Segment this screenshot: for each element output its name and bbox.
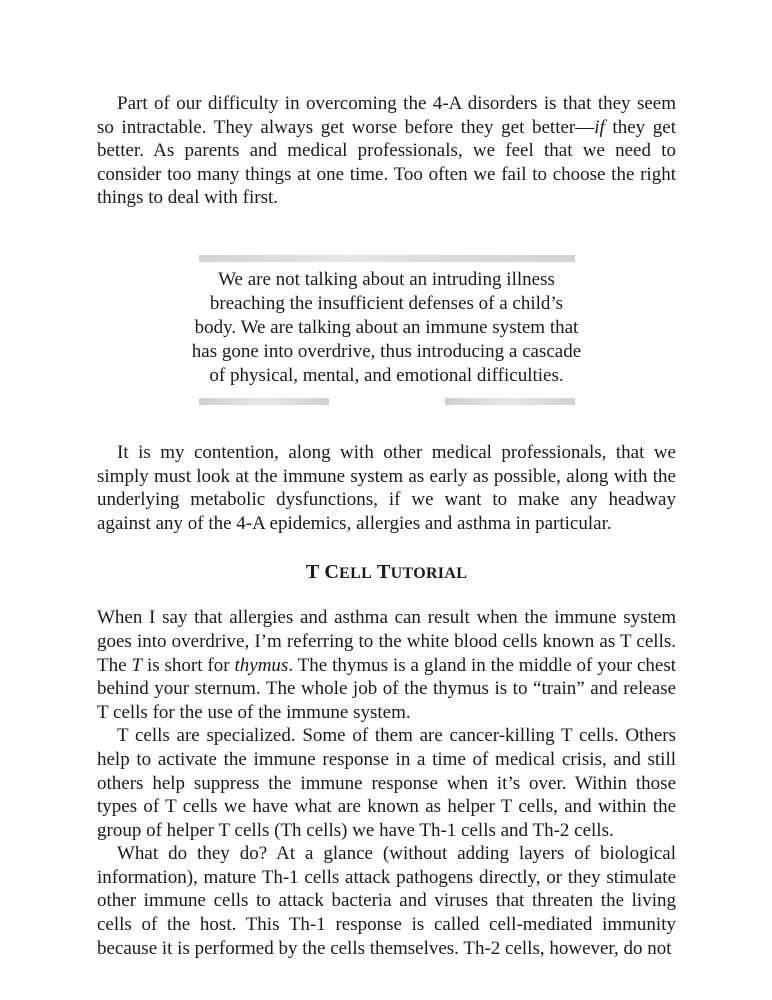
paragraph-contention: It is my contention, along with other medical professionals, that we simply must look at the immune system as early as possible, along with the underlying metabolic dysfunctions, if we want to make any headway against any of the 4-A epidemics, allergies and asthma in particular. [97,441,676,534]
section-heading: T CELL TUTORIAL [305,561,468,584]
pull-quote-text [187,262,587,398]
paragraph-specialized: T cells are specialized. Some of them are cancer-killing T cells. Others help to activate the immune response in a time of medical crisis, and still others help suppress the immune response when it’s over. Within those types of T cells we have what are known as helper T cells, and within the group of helper T cells (Th cells) we have Th-1 cells and Th-2 cells. [97,725,676,841]
paragraph-what-they-do: What do they do? At a glance (without adding layers of biological information), mature Th-1 cells attack pathogens directly, or they stimulate other immune cells to attack bacteria and viruses that threaten the living cells of the host. This Th-1 response is called cell-mediated immunity because it is performed by the cells themselves. Th-2 cells, however, do not [97,843,676,959]
emphasis-thymus: thymus [234,654,289,676]
pull-quote-bottom-rule [199,398,575,405]
pull-quote-top-rule [199,255,575,262]
pull-quote-line: body. We are talking about an immune system that [194,316,579,338]
pull-quote [187,241,587,417]
paragraph-t-cells: When I say that allergies and asthma can result when the immune system goes into overdrive, I’m referring to the white blood cells known as T cells. The T is short for thymus. The thymus is a gland in the middle of your chest behind your sternum. The whole job of the thymus is to “train” and release T cells for the use of the immune system. [97,607,676,723]
page-body [97,92,676,960]
paragraph-intro: Part of our difficulty in overcoming the 4-A disorders is that they seem so intractable. They always get worse before they get better—if they get better. As parents and medical professionals, we feel that we need to consider too many things at one time. Too often we fail to choose the right things to deal with first. [97,93,676,209]
emphasis-t: T [131,654,143,676]
pull-quote-line: breaching the insufficient defenses of a child’s [209,292,564,314]
pull-quote-line: We are not talking about an intruding illness [218,268,555,290]
pull-quote-line: of physical, mental, and emotional difficulties. [209,364,564,386]
pull-quote-line: has gone into overdrive, thus introducing a cascade [191,340,582,362]
emphasis-if: if [594,116,605,138]
